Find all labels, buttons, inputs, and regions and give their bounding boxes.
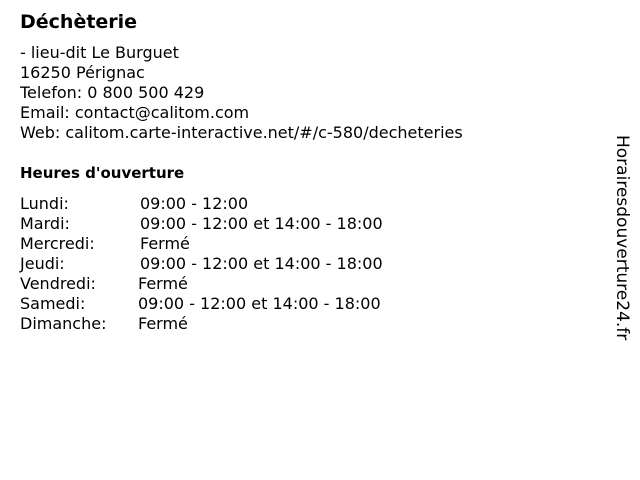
place-title: Déchèterie: [20, 11, 138, 33]
day-hours: Fermé: [138, 274, 188, 293]
day-label: Samedi:: [20, 294, 86, 313]
day-label: Mercredi:: [20, 234, 95, 253]
day-hours: 09:00 - 12:00 et 14:00 - 18:00: [140, 254, 383, 273]
city-line: 16250 Pérignac: [20, 63, 145, 82]
web-line: Web: calitom.carte-interactive.net/#/c-580/decheteries: [20, 123, 463, 142]
day-label: Jeudi:: [20, 254, 65, 273]
address-line: - lieu-dit Le Burguet: [20, 43, 179, 62]
day-hours: Fermé: [140, 234, 190, 253]
day-hours: Fermé: [138, 314, 188, 333]
day-label: Dimanche:: [20, 314, 107, 333]
email-line: Email: contact@calitom.com: [20, 103, 250, 122]
contact-block: [20, 43, 463, 143]
hours-heading: Heures d'ouverture: [20, 164, 185, 182]
phone-line: Telefon: 0 800 500 429: [20, 83, 205, 102]
day-label: Vendredi:: [20, 274, 96, 293]
day-hours: 09:00 - 12:00: [140, 194, 249, 213]
day-hours: 09:00 - 12:00 et 14:00 - 18:00: [140, 214, 383, 233]
day-hours: 09:00 - 12:00 et 14:00 - 18:00: [138, 294, 381, 313]
day-label: Lundi:: [20, 194, 69, 213]
day-label: Mardi:: [20, 214, 70, 233]
site-watermark: Horairesdouverture24.fr: [612, 135, 632, 341]
